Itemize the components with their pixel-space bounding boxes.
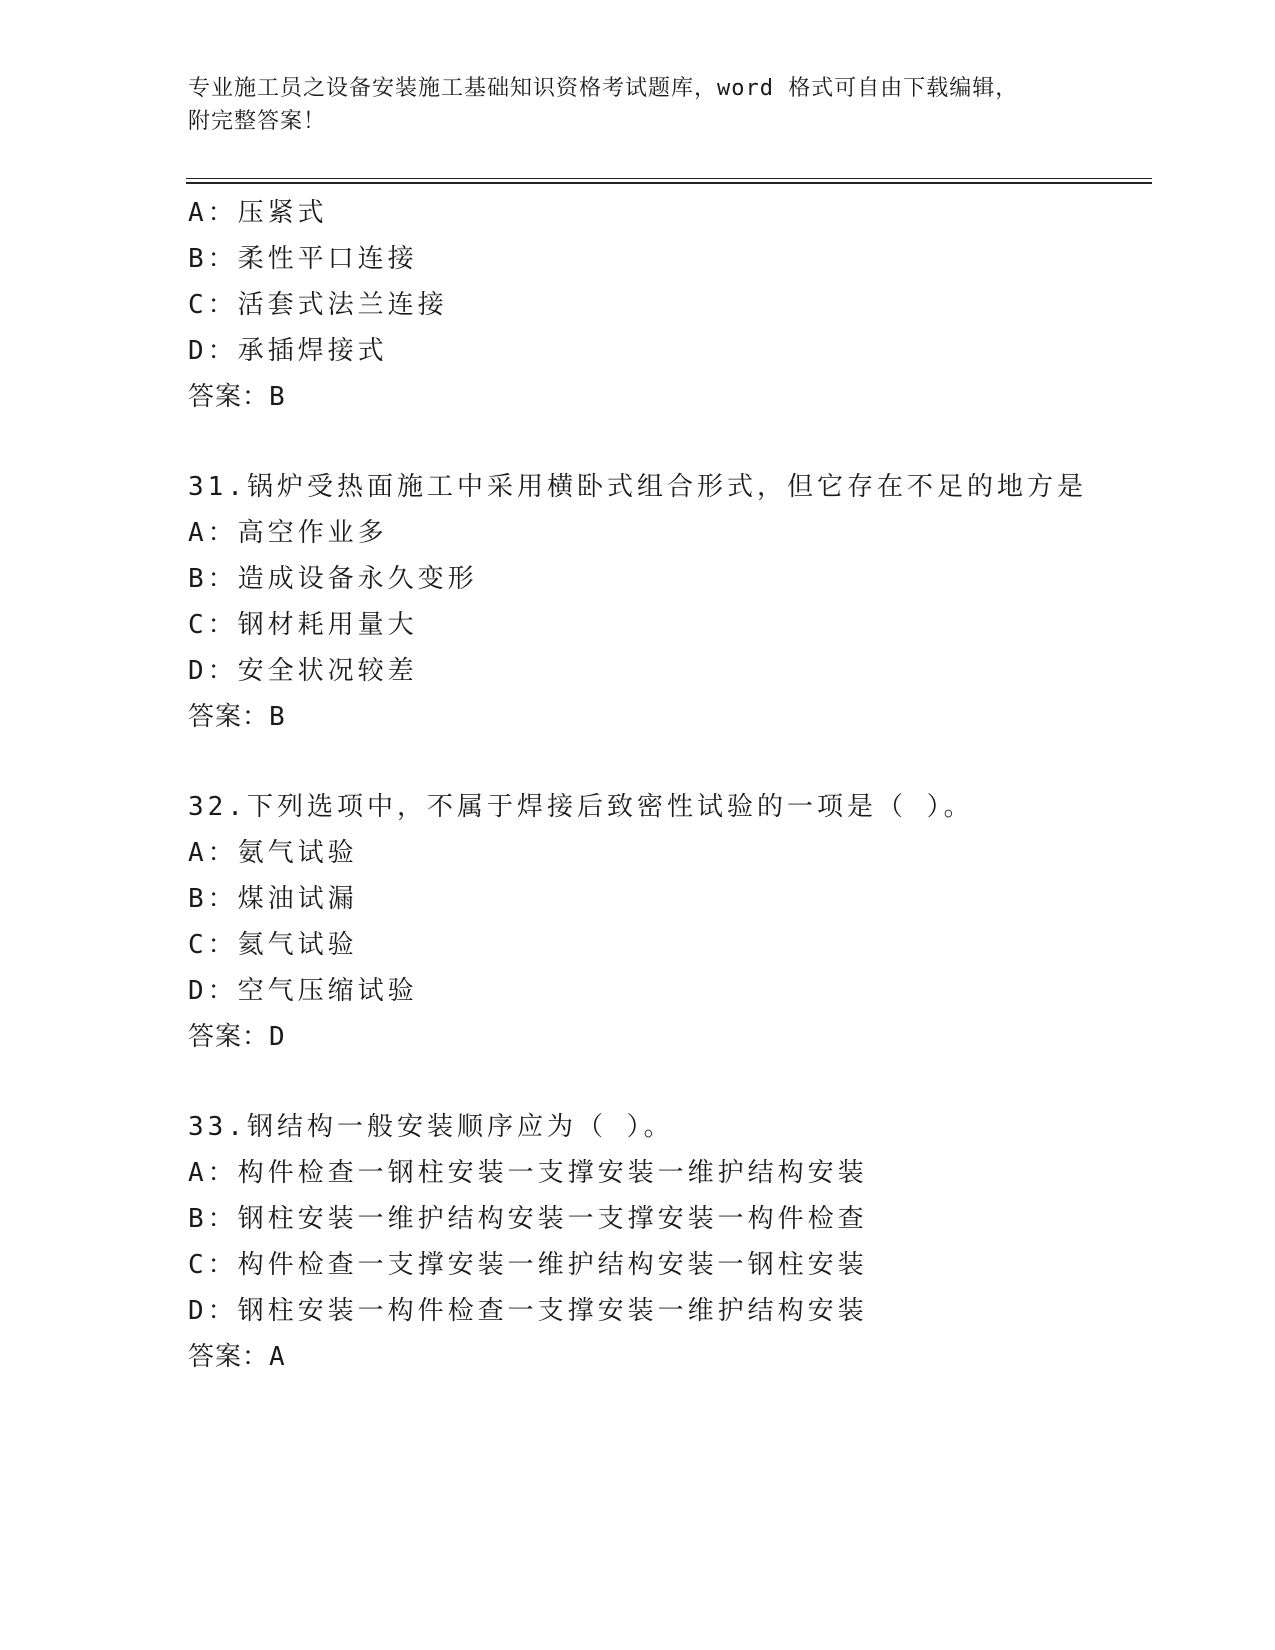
answer-value: A — [269, 1342, 286, 1372]
answer-line — [188, 694, 1148, 740]
question-title: 32.下列选项中，不属于焊接后致密性试验的一项是（ ）。 — [188, 792, 974, 822]
option-d: D：承插焊接式 — [188, 336, 388, 366]
header-divider-double — [186, 182, 1152, 184]
header-line-2: 附完整答案！ — [188, 109, 327, 134]
document-header — [188, 72, 1068, 138]
option-c: C：活套式法兰连接 — [188, 290, 448, 320]
option-a: A：构件检查一钢柱安装一支撑安装一维护结构安装 — [188, 1158, 868, 1188]
option-b: B：钢柱安装一维护结构安装一支撑安装一构件检查 — [188, 1204, 868, 1234]
option-c: C：氦气试验 — [188, 930, 358, 960]
answer-label: 答案： — [188, 1342, 270, 1372]
answer-label: 答案： — [188, 382, 270, 412]
answer-line — [188, 374, 1148, 420]
option-d: D：安全状况较差 — [188, 656, 418, 686]
question-title: 33.钢结构一般安装顺序应为（ ）。 — [188, 1112, 674, 1142]
option-a: A：高空作业多 — [188, 518, 388, 548]
answer-line — [188, 1334, 1148, 1380]
option-d: D：钢柱安装一构件检查一支撑安装一维护结构安装 — [188, 1296, 868, 1326]
answer-value: B — [269, 382, 286, 412]
header-divider — [186, 178, 1152, 179]
option-b: B：造成设备永久变形 — [188, 564, 478, 594]
option-b: B：煤油试漏 — [188, 884, 358, 914]
option-a: A：氨气试验 — [188, 838, 358, 868]
option-c: C：钢材耗用量大 — [188, 610, 418, 640]
question-block — [188, 1104, 1148, 1380]
question-block — [188, 464, 1148, 740]
option-c: C：构件检查一支撑安装一维护结构安装一钢柱安装 — [188, 1250, 868, 1280]
answer-value: D — [269, 1022, 286, 1052]
question-title: 31.锅炉受热面施工中采用横卧式组合形式，但它存在不足的地方是 — [188, 472, 1087, 502]
answer-line — [188, 1014, 1148, 1060]
option-d: D：空气压缩试验 — [188, 976, 418, 1006]
answer-value: B — [269, 702, 286, 732]
answer-label: 答案： — [188, 702, 270, 732]
header-line-1: 专业施工员之设备安装施工基础知识资格考试题库，word 格式可自由下载编辑， — [188, 76, 1019, 101]
question-block — [188, 190, 1148, 420]
question-list — [188, 190, 1148, 1380]
answer-label: 答案： — [188, 1022, 270, 1052]
option-a: A：压紧式 — [188, 198, 328, 228]
question-block — [188, 784, 1148, 1060]
option-b: B：柔性平口连接 — [188, 244, 418, 274]
